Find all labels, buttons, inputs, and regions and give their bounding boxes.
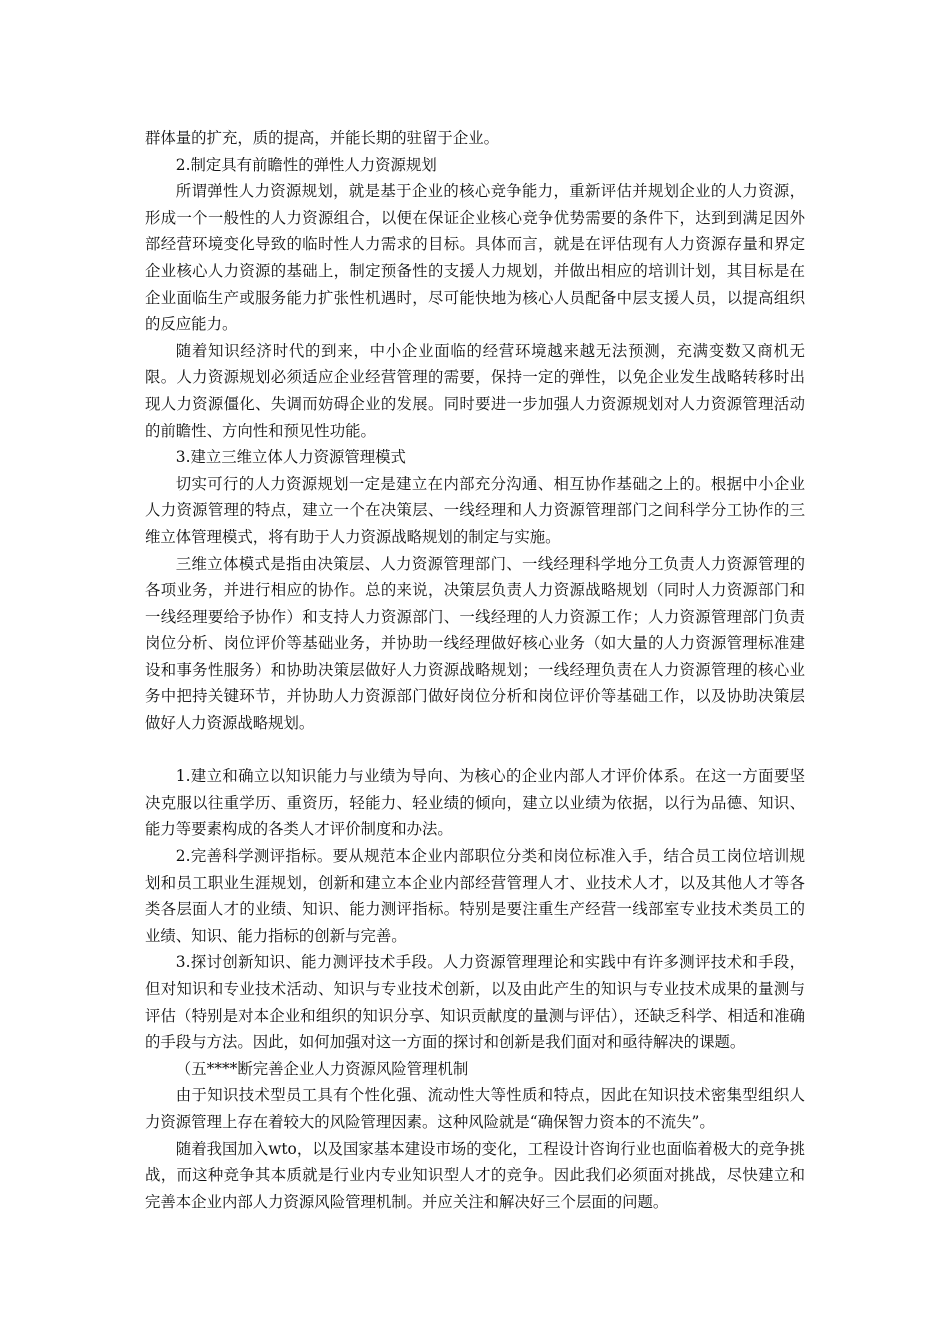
paragraph-knowledge-economy: 随着知识经济时代的到来，中小企业面临的经营环境越来越无法预测，充满变数又商机无限。人力资源规划必须适应企业经营管理的需要，保持一定的弹性，以免企业发生战略转移时出现人力资源僵化、失调而妨碍企业的发展。同时要进一步加强人力资源规划对人力资源管理活动的前瞻性、方向性和预见性功能。 [145, 341, 805, 440]
paragraph-wto-competition: 随着我国加入wto，以及国家基本建设市场的变化，工程设计咨询行业也面临着极大的竞争挑战，而这种竞争其本质就是行业内专业知识型人才的竞争。因此我们必须面对挑战，尽快建立和完善本企业内部人力资源风险管理机制。并应关注和解决好三个层面的问题。 [145, 1139, 805, 1211]
paragraph-evaluation-methods: 3.探讨创新知识、能力测评技术手段。人力资源管理理论和实践中有许多测评技术和手段，但对知识和专业技术活动、知识与专业技术创新，以及由此产生的知识与专业技术成果的量测与评估（特别是对本企业和组织的知识分享、知识贡献度的量测与评估），还缺乏科学、相适和准确的手段与方法。因此，如何加强对这一方面的探讨和创新是我们面对和亟待解决的课题。 [145, 953, 805, 1052]
paragraph-communication-basis: 切实可行的人力资源规划一定是建立在内部充分沟通、相互协作基础之上的。根据中小企业人力资源管理的特点，建立一个在决策层、一线经理和人力资源管理部门之间科学分工协作的三维立体管理模式，将有助于人力资源战略规划的制定与实施。 [145, 474, 805, 546]
document-body [145, 125, 805, 1215]
section-heading-3d-model: 3.建立三维立体人力资源管理模式 [175, 448, 406, 467]
paragraph-3d-model-description: 三维立体模式是指由决策层、人力资源管理部门、一线经理科学地分工负责人力资源管理的各项业务，并进行相应的协作。总的来说，决策层负责人力资源战略规划（同时人力资源部门和一线经理要给予协作）和支持人力资源部门、一线经理的人力资源工作；人力资源管理部门负责岗位分析、岗位评价等基础业务，并协助一线经理做好核心业务（如大量的人力资源管理标准建设和事务性服务）和协助决策层做好人力资源战略规划；一线经理负责在人力资源管理的核心业务中把持关键环节，并协助人力资源部门做好岗位分析和岗位评价等基础工作，以及协助决策层做好人力资源战略规划。 [145, 554, 805, 733]
paragraph-evaluation-indicators: 2.完善科学测评指标。要从规范本企业内部职位分类和岗位标准入手，结合员工岗位培训规划和员工职业生涯规划，创新和建立本企业内部经营管理人才、业技术人才，以及其他人才等各类各层面人才的业绩、知识、能力测评指标。特别是要注重生产经营一线部室专业技术类员工的业绩、知识、能力指标的创新与完善。 [145, 847, 805, 945]
paragraph-risk-factors: 由于知识技术型员工具有个性化强、流动性大等性质和特点，因此在知识技术密集型组织人力资源管理上存在着较大的风险管理因素。这种风险就是“确保智力资本的不流失”。 [145, 1086, 805, 1131]
paragraph-evaluation-system: 1.建立和确立以知识能力与业绩为导向、为核心的企业内部人才评价体系。在这一方面要坚决克服以往重学历、重资历，轻能力、轻业绩的倾向，建立以业绩为依据，以行为品德、知识、能力等要素构成的各类人才评价制度和办法。 [145, 767, 805, 839]
paragraph-continuation: 群体量的扩充，质的提高，并能长期的驻留于企业。 [145, 129, 499, 147]
paragraph-spacer [145, 737, 805, 764]
section-heading-flexible-planning: 2.制定具有前瞻性的弹性人力资源规划 [175, 155, 437, 174]
paragraph-flexible-planning-definition: 所谓弹性人力资源规划，就是基于企业的核心竞争能力，重新评估并规划企业的人力资源，形成一个一般性的人力资源组合，以便在保证企业核心竞争优势需要的条件下，达到到满足因外部经营环境变化导致的临时性人力需求的目标。具体而言，就是在评估现有人力资源存量和界定企业核心人力资源的基础上，制定预备性的支援人力规划，并做出相应的培训计划，其目标是在企业面临生产或服务能力扩张性机遇时，尽可能快地为核心人员配备中层支援人员，以提高组织的反应能力。 [145, 182, 805, 334]
section-heading-risk-management: （五****断完善企业人力资源风险管理机制 [175, 1059, 469, 1078]
